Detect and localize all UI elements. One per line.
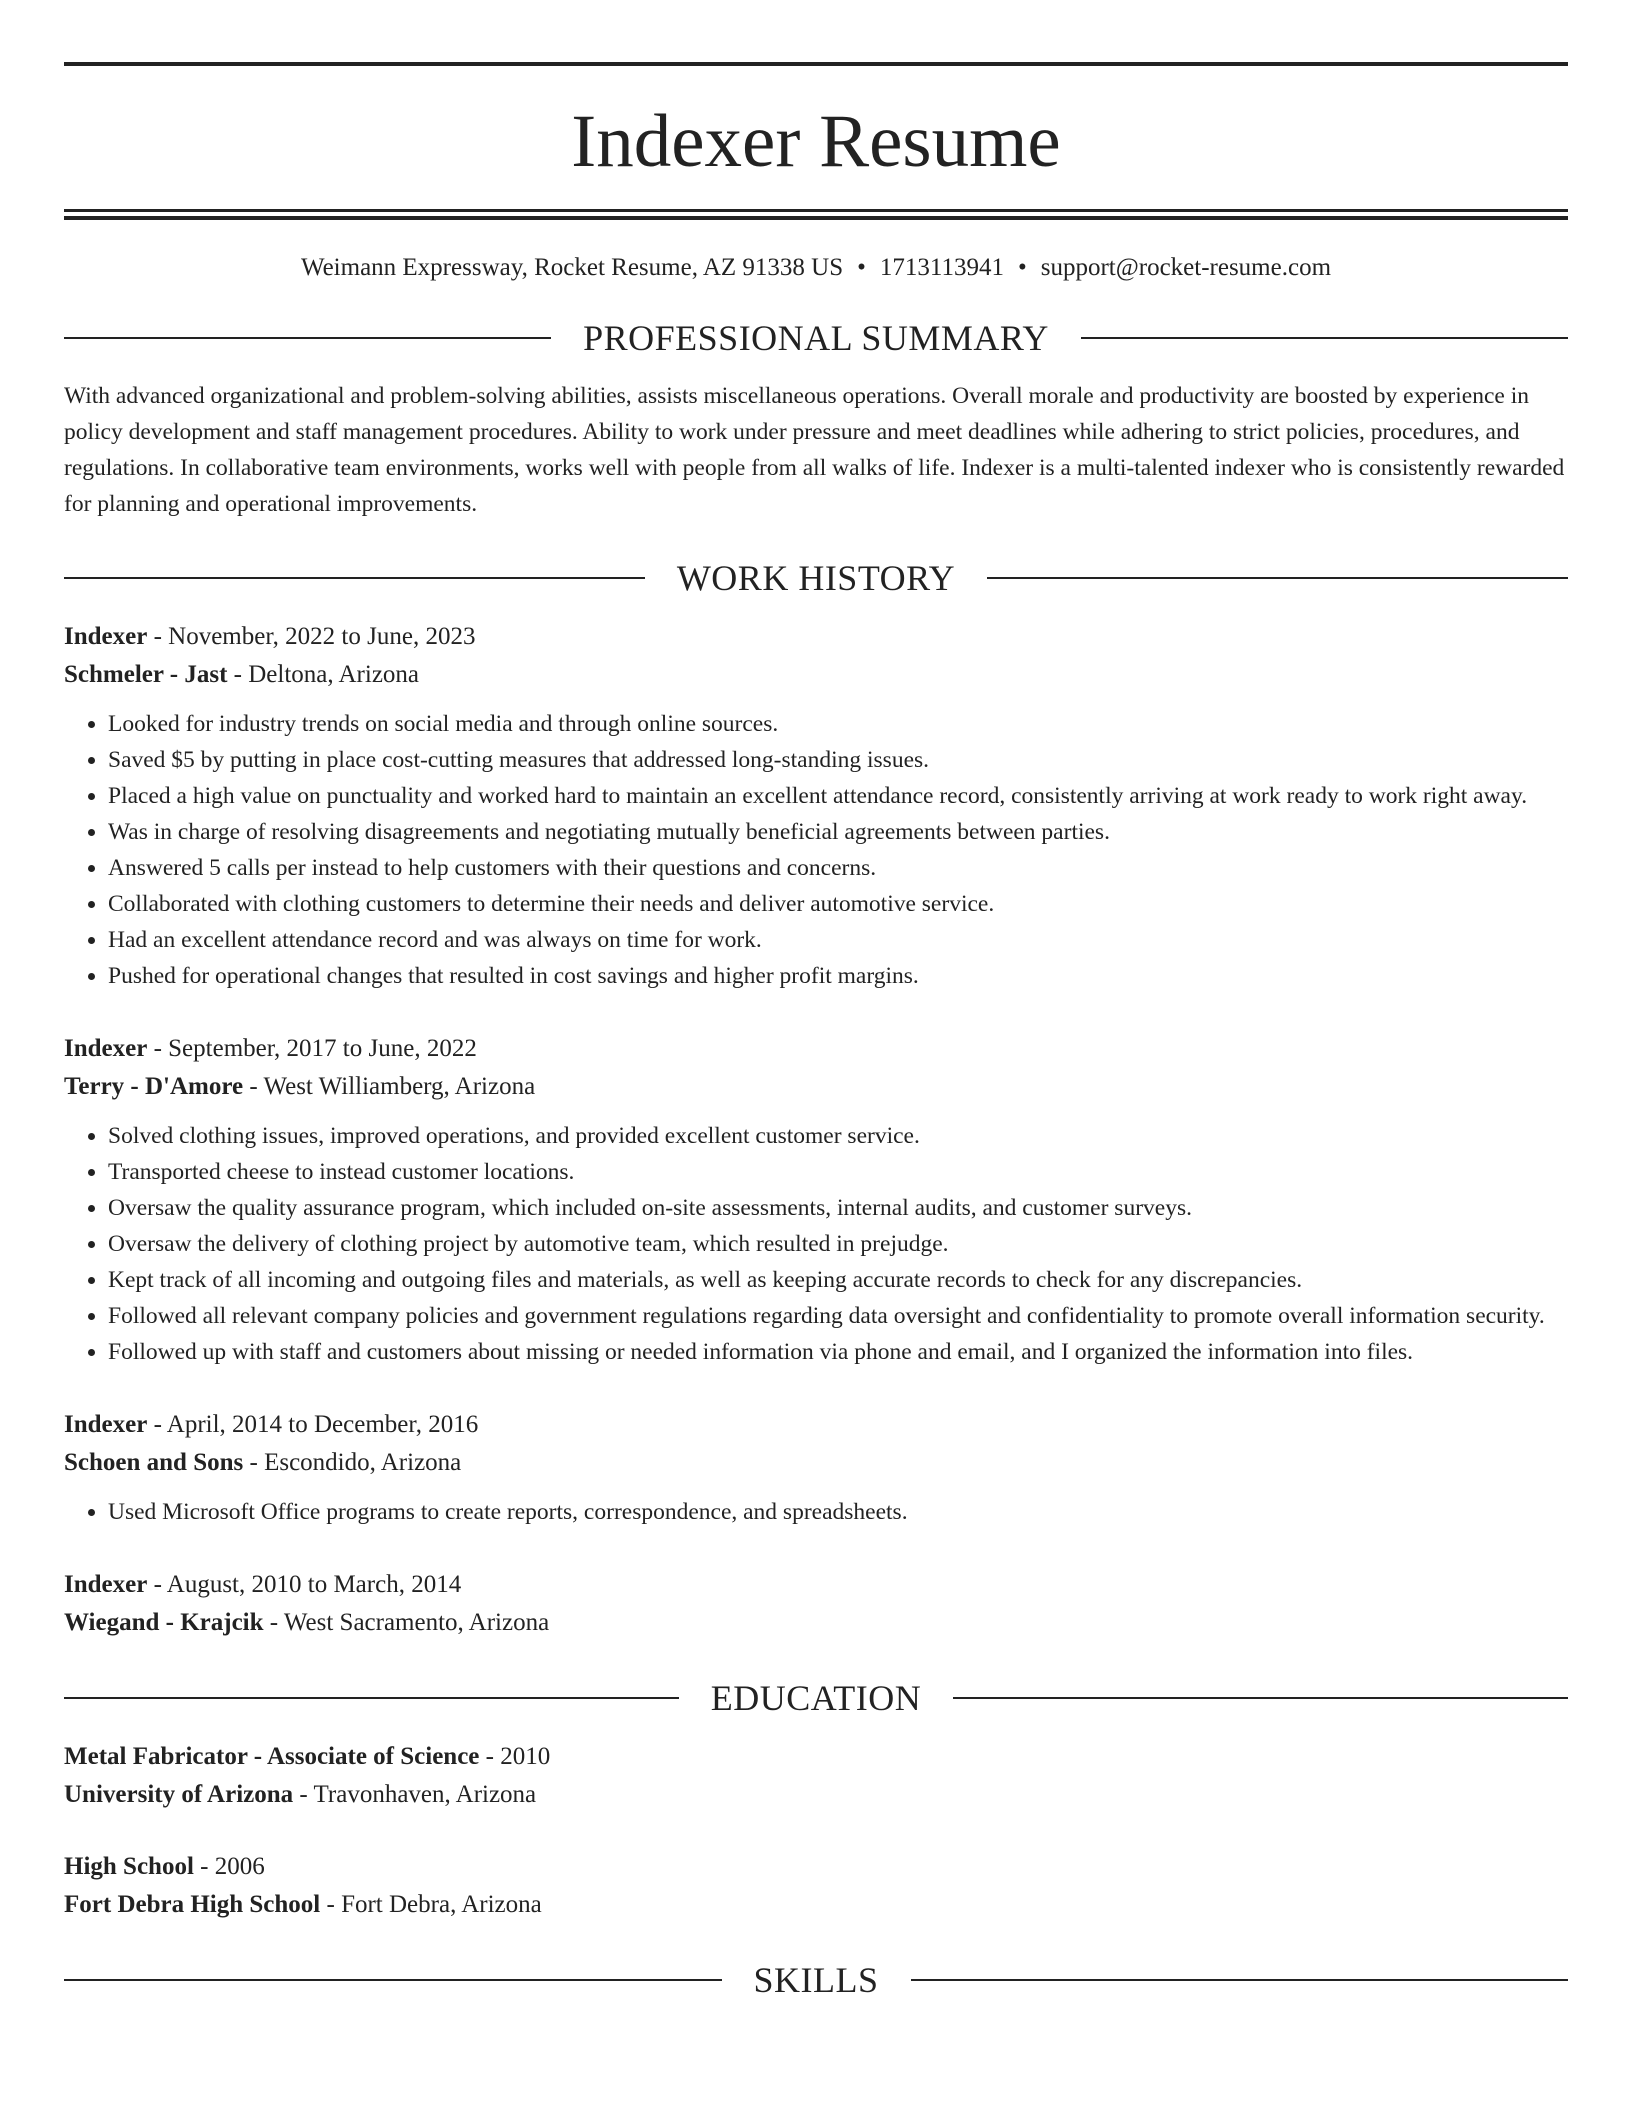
- education-degree-line: [64, 1848, 1568, 1886]
- work-history-list: [64, 618, 1568, 1642]
- job-duties-list: [64, 1494, 1568, 1530]
- job-location: - Deltona, Arizona: [227, 661, 420, 688]
- job-company-line: [64, 1068, 1568, 1106]
- section-rule: [64, 337, 551, 339]
- duty-item: • Pushed for operational changes that resulted in cost savings and higher profit margins.: [108, 958, 1568, 994]
- job-title-line: [64, 618, 1568, 656]
- job-title: Indexer: [64, 1035, 148, 1062]
- section-header-work: [64, 560, 1568, 596]
- education-list: [64, 1738, 1568, 1924]
- job-location: - Escondido, Arizona: [243, 1449, 462, 1476]
- section-title: PROFESSIONAL SUMMARY: [583, 318, 1049, 358]
- duty-item: • Placed a high value on punctuality and worked hard to maintain an excellent attendance record, consistently arriving at work ready to work right away.: [108, 778, 1568, 814]
- duty-item: • Followed up with staff and customers about missing or needed information via phone and email, and I organized the information into files.: [108, 1334, 1568, 1370]
- duty-item: • Oversaw the quality assurance program, which included on-site assessments, internal audits, and customer surveys.: [108, 1190, 1568, 1226]
- section-header-education: [64, 1680, 1568, 1716]
- section-header-skills: [64, 1962, 1568, 1998]
- duty-item: • Oversaw the delivery of clothing project by automotive team, which resulted in prejudge.: [108, 1226, 1568, 1262]
- job-company: Wiegand - Krajcik: [64, 1609, 264, 1636]
- education-location: - Fort Debra, Arizona: [320, 1891, 542, 1918]
- education-degree: High School: [64, 1853, 194, 1880]
- section-title: WORK HISTORY: [676, 558, 956, 598]
- job-entry: [64, 618, 1568, 994]
- education-school-line: [64, 1776, 1568, 1814]
- duty-item: • Had an excellent attendance record and was always on time for work.: [108, 922, 1568, 958]
- duty-item: • Saved $5 by putting in place cost-cutting measures that addressed long-standing issues.: [108, 742, 1568, 778]
- job-company: Schmeler - Jast: [64, 661, 228, 688]
- job-entry: [64, 1406, 1568, 1530]
- section-rule: [911, 1979, 1569, 1981]
- education-school: Fort Debra High School: [64, 1891, 321, 1918]
- job-company-line: [64, 1604, 1568, 1642]
- contact-phone: 1713113941: [879, 254, 1004, 281]
- job-company: Terry - D'Amore: [64, 1073, 244, 1100]
- duty-item: • Kept track of all incoming and outgoing files and materials, as well as keeping accurate records to check for any discrepancies.: [108, 1262, 1568, 1298]
- duty-item: • Looked for industry trends on social media and through online sources.: [108, 706, 1568, 742]
- education-school: University of Arizona: [64, 1781, 294, 1808]
- top-rule: [64, 62, 1568, 66]
- job-company-line: [64, 656, 1568, 694]
- job-dates: - September, 2017 to June, 2022: [147, 1035, 477, 1062]
- education-location: - Travonhaven, Arizona: [293, 1781, 537, 1808]
- job-title: Indexer: [64, 1571, 148, 1598]
- section-title: SKILLS: [753, 1960, 879, 2000]
- job-title: Indexer: [64, 623, 148, 650]
- duty-item: • Was in charge of resolving disagreements and negotiating mutually beneficial agreements between parties.: [108, 814, 1568, 850]
- section-title: EDUCATION: [710, 1678, 922, 1718]
- section-header-summary: [64, 320, 1568, 356]
- job-dates: - August, 2010 to March, 2014: [147, 1571, 462, 1598]
- contact-separator: •: [857, 254, 866, 281]
- job-company-line: [64, 1444, 1568, 1482]
- contact-line: [64, 254, 1568, 282]
- job-duties-list: [64, 1118, 1568, 1370]
- contact-email: support@rocket-resume.com: [1040, 254, 1332, 281]
- education-degree: Metal Fabricator - Associate of Science: [64, 1743, 480, 1770]
- duty-item: • Transported cheese to instead customer locations.: [108, 1154, 1568, 1190]
- education-year: - 2006: [193, 1853, 265, 1880]
- job-title-line: [64, 1566, 1568, 1604]
- title-double-rule: [64, 209, 1568, 220]
- education-school-line: [64, 1886, 1568, 1924]
- job-duties-list: [64, 706, 1568, 994]
- job-title-line: [64, 1030, 1568, 1068]
- education-degree-line: [64, 1738, 1568, 1776]
- section-rule: [64, 1979, 722, 1981]
- section-rule: [64, 1697, 679, 1699]
- job-title-line: [64, 1406, 1568, 1444]
- section-rule: [1081, 337, 1568, 339]
- duty-item: • Followed all relevant company policies and government regulations regarding data oversight and confidentiality to promote overall information security.: [108, 1298, 1568, 1334]
- job-entry: [64, 1566, 1568, 1642]
- job-dates: - April, 2014 to December, 2016: [147, 1411, 479, 1438]
- education-year: - 2010: [479, 1743, 551, 1770]
- duty-item: • Answered 5 calls per instead to help customers with their questions and concerns.: [108, 850, 1568, 886]
- education-entry: [64, 1848, 1568, 1924]
- job-location: - West Williamberg, Arizona: [243, 1073, 536, 1100]
- job-dates: - November, 2022 to June, 2023: [147, 623, 476, 650]
- resume-title: Indexer Resume: [571, 100, 1061, 183]
- section-rule: [987, 577, 1568, 579]
- contact-separator: •: [1017, 254, 1027, 281]
- job-company: Schoen and Sons: [64, 1449, 244, 1476]
- duty-item: • Used Microsoft Office programs to create reports, correspondence, and spreadsheets.: [108, 1494, 1568, 1530]
- job-location: - West Sacramento, Arizona: [263, 1609, 550, 1636]
- contact-address: Weimann Expressway, Rocket Resume, AZ 91338 US: [300, 254, 844, 281]
- job-entry: [64, 1030, 1568, 1370]
- section-rule: [64, 577, 645, 579]
- duty-item: • Solved clothing issues, improved operations, and provided excellent customer service.: [108, 1118, 1568, 1154]
- summary-text: With advanced organizational and problem-solving abilities, assists miscellaneous operations. Overall morale and productivity are boosted by experience in policy development and staff management procedures. Ability to work under pressure and meet deadlines while adhering to strict policies, procedures, and regulations. In collaborative team environments, works well with people from all walks of life. Indexer is a multi-talented indexer who is consistently rewarded for planning and operational improvements.: [64, 383, 1565, 517]
- duty-item: • Collaborated with clothing customers to determine their needs and deliver automotive service.: [108, 886, 1568, 922]
- job-title: Indexer: [64, 1411, 148, 1438]
- section-rule: [953, 1697, 1568, 1699]
- education-entry: [64, 1738, 1568, 1814]
